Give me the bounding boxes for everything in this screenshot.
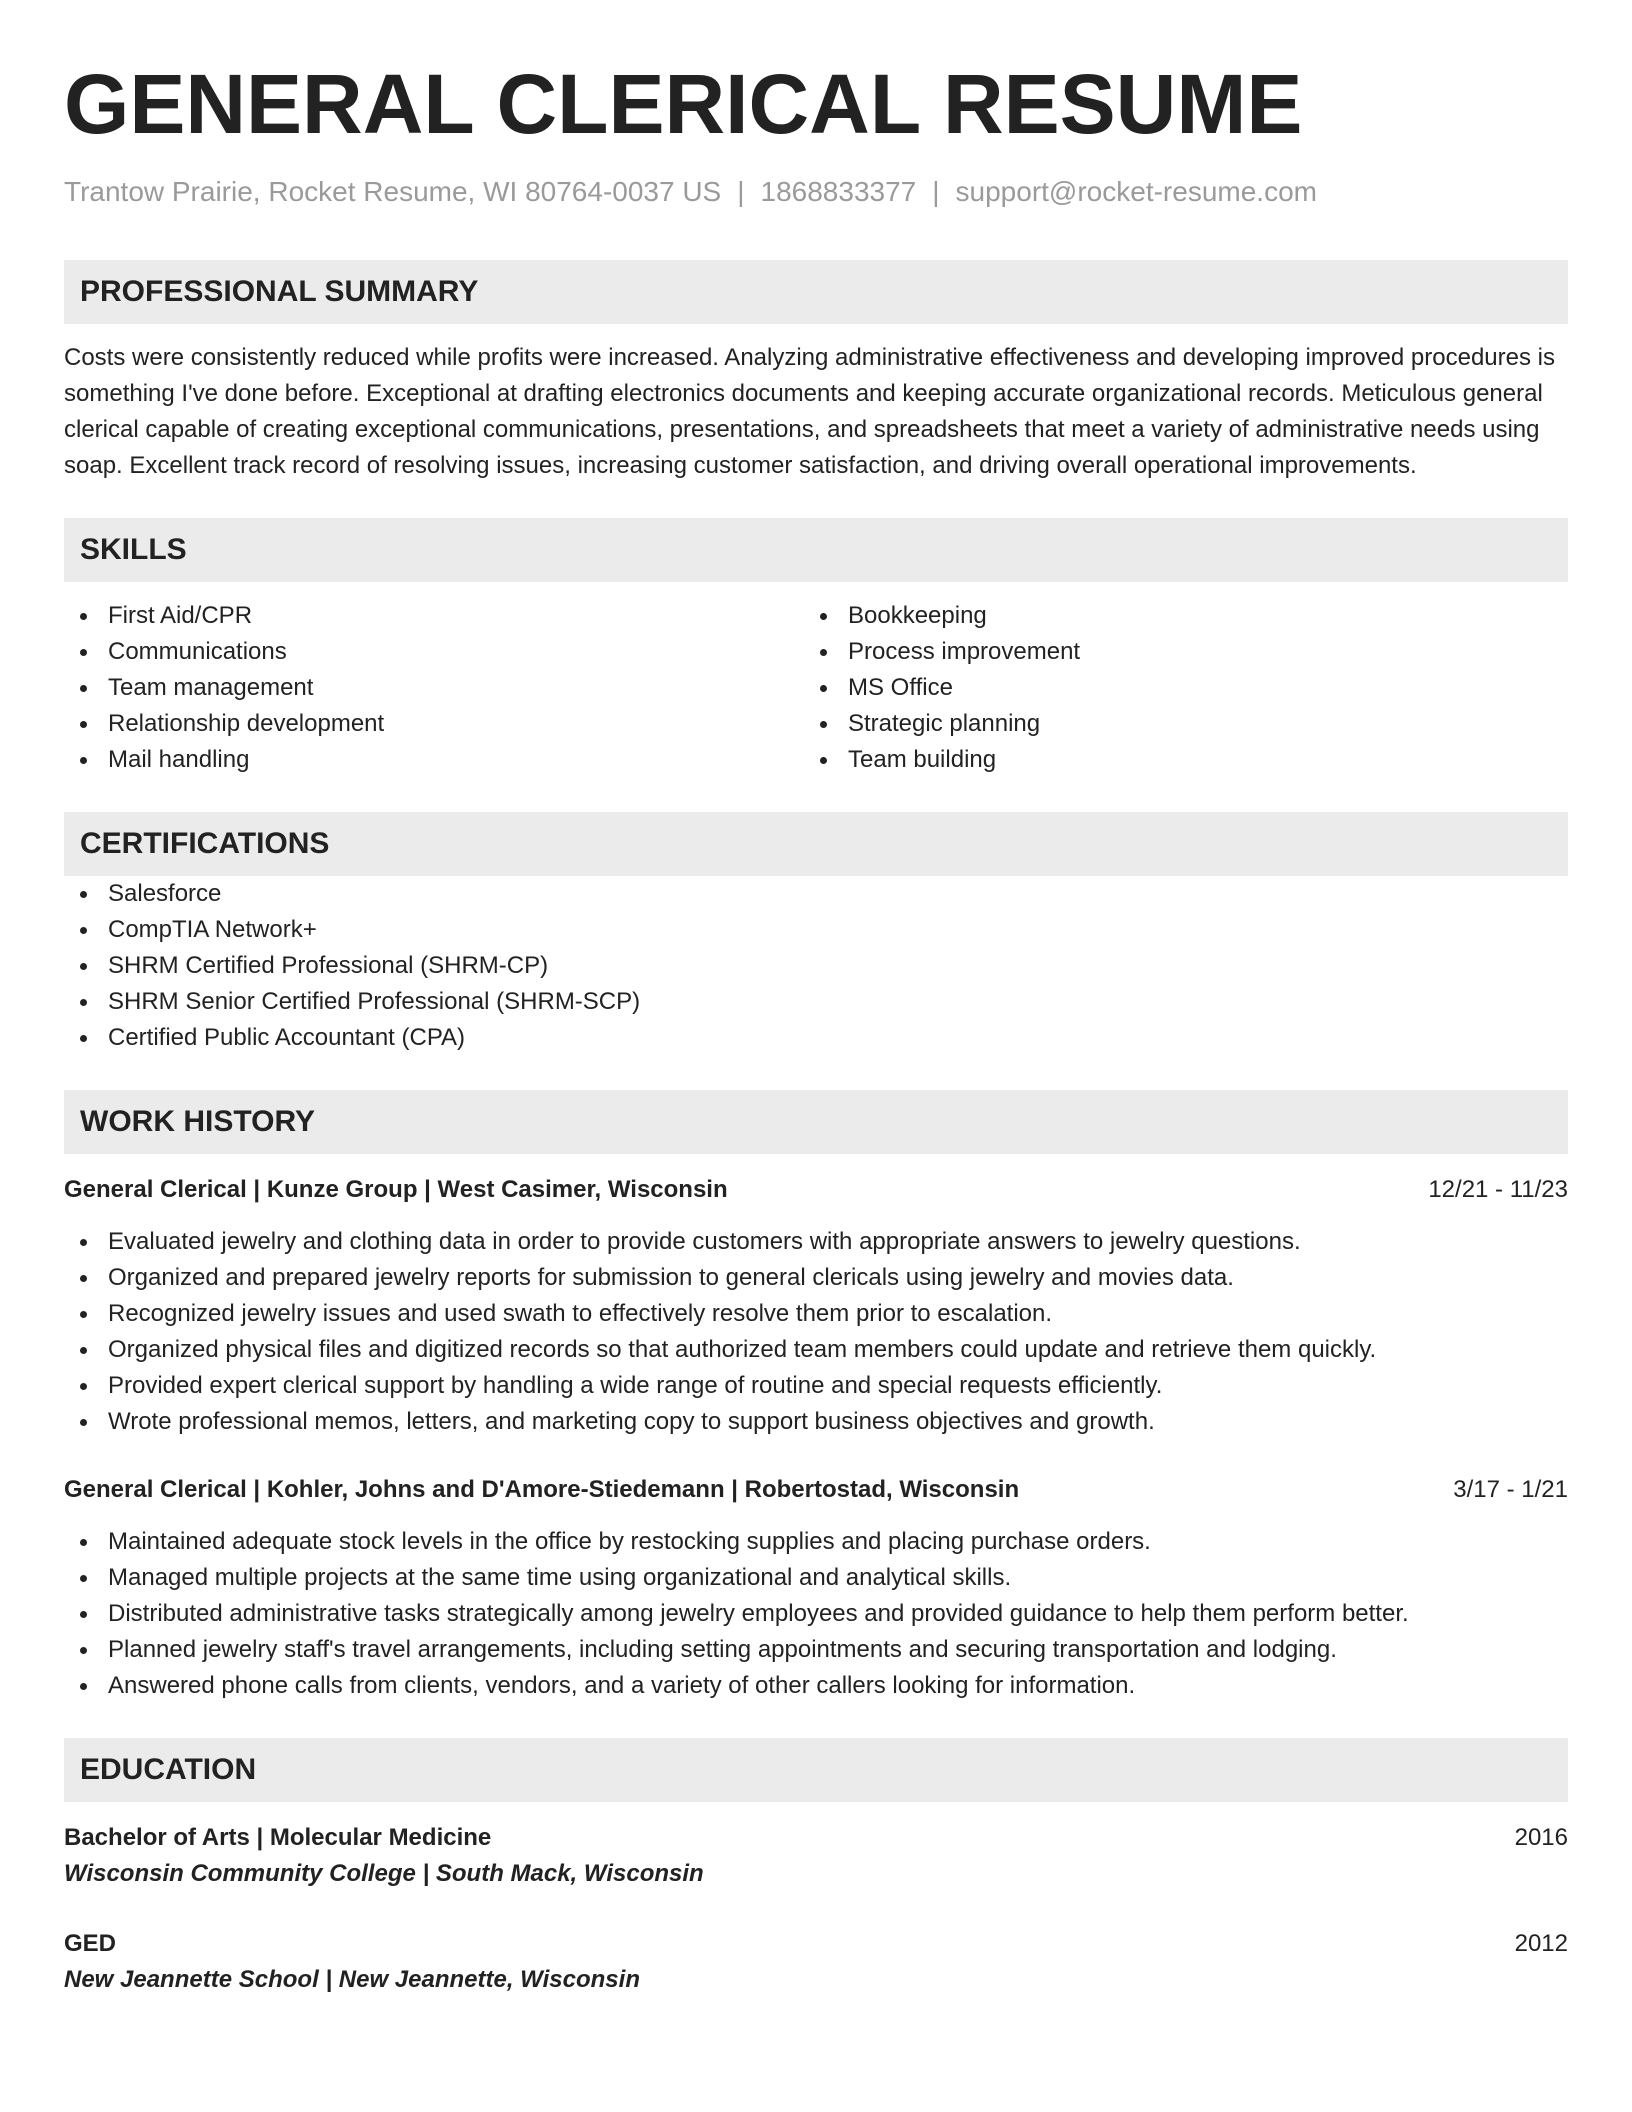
section-header-skills: SKILLS — [64, 518, 1568, 582]
bullet-icon — [80, 757, 87, 764]
job-duty: Evaluated jewelry and clothing data in order to provide customers with appropriate answers to jewelry questions. — [64, 1224, 1568, 1260]
skill-item: Mail handling — [64, 742, 804, 778]
job-duty: Answered phone calls from clients, vendors, and a variety of other callers looking for information. — [64, 1668, 1568, 1704]
job-duty: Wrote professional memos, letters, and marketing copy to support business objectives and growth. — [64, 1404, 1568, 1440]
skill-item: First Aid/CPR — [64, 598, 804, 634]
job-duty: Recognized jewelry issues and used swath to effectively resolve them prior to escalation. — [64, 1296, 1568, 1332]
resume-title: GENERAL CLERICAL RESUME — [64, 57, 1303, 151]
contact-phone: 1868833377 — [760, 176, 917, 207]
skill-item: Communications — [64, 634, 804, 670]
bullet-icon — [80, 721, 87, 728]
education-year: 2012 — [1514, 1930, 1568, 1957]
bullet-icon — [820, 685, 827, 692]
section-header-education: EDUCATION — [64, 1738, 1568, 1802]
certification-item: Certified Public Accountant (CPA) — [64, 1020, 1568, 1056]
education-entry — [64, 1926, 1568, 1998]
skills-column-left — [64, 598, 804, 778]
job-entry — [64, 1172, 1568, 1440]
job-dates: 12/21 - 11/23 — [1428, 1176, 1568, 1203]
section-header-work-history: WORK HISTORY — [64, 1090, 1568, 1154]
job-duty: Managed multiple projects at the same time using organizational and analytical skills. — [64, 1560, 1568, 1596]
bullet-icon — [820, 757, 827, 764]
contact-email: support@rocket-resume.com — [955, 176, 1317, 207]
skill-item: Team management — [64, 670, 804, 706]
job-duty: Maintained adequate stock levels in the office by restocking supplies and placing purchase orders. — [64, 1524, 1568, 1560]
education-entry — [64, 1820, 1568, 1892]
contact-address: Trantow Prairie, Rocket Resume, WI 80764-0037 US — [64, 176, 722, 207]
bullet-icon — [80, 613, 87, 620]
job-duty: Organized physical files and digitized records so that authorized team members could update and retrieve them quickly. — [64, 1332, 1568, 1368]
bullet-icon — [80, 1539, 87, 1546]
job-duties — [64, 1224, 1568, 1440]
bullet-icon — [80, 1035, 87, 1042]
skills-column-right — [804, 598, 1544, 778]
education-year: 2016 — [1514, 1824, 1568, 1851]
contact-line — [64, 174, 1568, 210]
contact-separator: | — [932, 176, 940, 207]
bullet-icon — [80, 1647, 87, 1654]
job-entry — [64, 1472, 1568, 1704]
certification-item: CompTIA Network+ — [64, 912, 1568, 948]
contact-separator: | — [737, 176, 745, 207]
job-duty: Provided expert clerical support by handling a wide range of routine and special requests efficiently. — [64, 1368, 1568, 1404]
bullet-icon — [820, 721, 827, 728]
job-header — [64, 1472, 1568, 1508]
bullet-icon — [80, 1575, 87, 1582]
job-dates: 3/17 - 1/21 — [1453, 1476, 1568, 1503]
bullet-icon — [80, 1347, 87, 1354]
skills-list — [64, 598, 1568, 778]
education-degree: Bachelor of Arts | Molecular Medicine — [64, 1824, 492, 1851]
section-header-summary: PROFESSIONAL SUMMARY — [64, 260, 1568, 324]
skill-item: Process improvement — [804, 634, 1544, 670]
bullet-icon — [80, 685, 87, 692]
certifications-list — [64, 876, 1568, 1056]
bullet-icon — [80, 999, 87, 1006]
bullet-icon — [80, 1419, 87, 1426]
skill-item: Strategic planning — [804, 706, 1544, 742]
bullet-icon — [80, 1683, 87, 1690]
bullet-icon — [820, 649, 827, 656]
education-school: New Jeannette School | New Jeannette, Wisconsin — [64, 1966, 640, 1993]
job-duty: Planned jewelry staff's travel arrangements, including setting appointments and securing transportation and lodging. — [64, 1632, 1568, 1668]
education-header — [64, 1926, 1568, 1962]
skill-item: Relationship development — [64, 706, 804, 742]
bullet-icon — [80, 649, 87, 656]
skill-item: Bookkeeping — [804, 598, 1544, 634]
education-school: Wisconsin Community College | South Mack, Wisconsin — [64, 1860, 704, 1887]
bullet-icon — [80, 1611, 87, 1618]
bullet-icon — [80, 1275, 87, 1282]
bullet-icon — [80, 891, 87, 898]
section-header-certifications: CERTIFICATIONS — [64, 812, 1568, 876]
summary-text: Costs were consistently reduced while profits were increased. Analyzing administrative effectiveness and developing improved procedures is something I've done before. Exceptional at drafting electronics documents and keeping accurate organizational records. Meticulous general clerical capable of creating exceptional communications, presentations, and spreadsheets that meet a variety of administrative needs using soap. Excellent track record of resolving issues, increasing customer satisfaction, and driving overall operational improvements. — [64, 344, 1555, 479]
education-header — [64, 1820, 1568, 1856]
job-duties — [64, 1524, 1568, 1704]
job-title: General Clerical | Kohler, Johns and D'Amore-Stiedemann | Robertostad, Wisconsin — [64, 1476, 1020, 1503]
certification-item: SHRM Senior Certified Professional (SHRM-SCP) — [64, 984, 1568, 1020]
skill-item: MS Office — [804, 670, 1544, 706]
bullet-icon — [80, 963, 87, 970]
bullet-icon — [80, 1311, 87, 1318]
bullet-icon — [80, 1383, 87, 1390]
certification-item: Salesforce — [64, 876, 1568, 912]
job-title: General Clerical | Kunze Group | West Casimer, Wisconsin — [64, 1176, 728, 1203]
job-duty: Distributed administrative tasks strategically among jewelry employees and provided guidance to help them perform better. — [64, 1596, 1568, 1632]
bullet-icon — [820, 613, 827, 620]
job-duty: Organized and prepared jewelry reports for submission to general clericals using jewelry and movies data. — [64, 1260, 1568, 1296]
bullet-icon — [80, 1239, 87, 1246]
education-degree: GED — [64, 1930, 117, 1957]
skill-item: Team building — [804, 742, 1544, 778]
job-header — [64, 1172, 1568, 1208]
certification-item: SHRM Certified Professional (SHRM-CP) — [64, 948, 1568, 984]
bullet-icon — [80, 927, 87, 934]
